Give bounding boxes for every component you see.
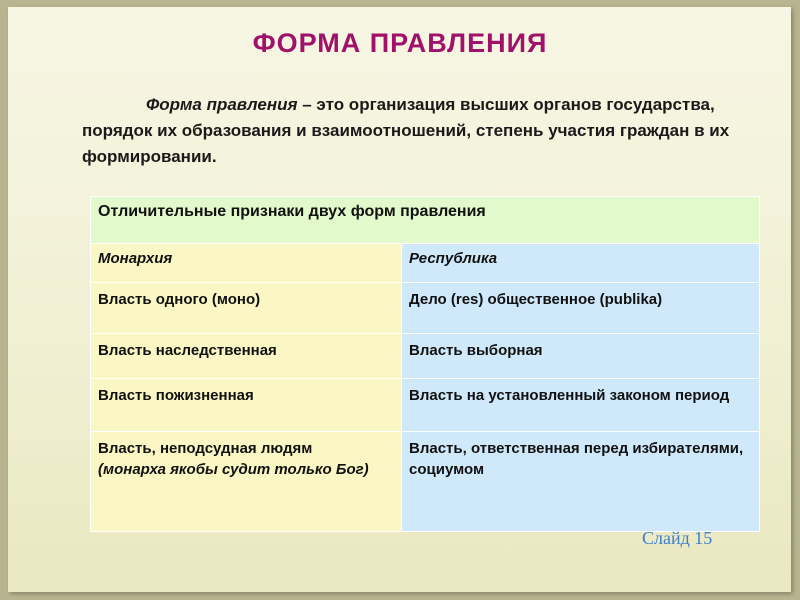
monarchy-cell: Власть пожизненная [91, 379, 402, 432]
table-column-header-row [91, 244, 760, 283]
slide-title: ФОРМА ПРАВЛЕНИЯ [252, 28, 548, 58]
republic-cell: Власть, ответственная перед избирателями, социумом [402, 432, 760, 532]
republic-cell: Власть на установленный законом период [402, 379, 760, 432]
definition-term: Форма правления [146, 95, 298, 114]
slide-number: Слайд 15 [642, 528, 713, 548]
monarchy-cell-text: Власть, неподсудная людям [98, 440, 313, 457]
monarchy-cell [91, 432, 402, 532]
table-row [91, 379, 760, 432]
table-row [91, 283, 760, 334]
definition-paragraph [82, 92, 762, 170]
monarchy-cell: Власть одного (моно) [91, 283, 402, 334]
republic-cell: Дело (res) общественное (publika) [402, 283, 760, 334]
table-row [91, 432, 760, 532]
definition-text: – это организация высших органов государства, порядок их образования и взаимоотношений, степень участия граждан в их формировании. [82, 95, 730, 166]
column-header-monarchy: Монархия [91, 244, 402, 283]
monarchy-cell-note: (монарха якобы судит только Бог) [98, 461, 369, 478]
monarchy-cell: Власть наследственная [91, 334, 402, 379]
table-row [91, 334, 760, 379]
table-heading-row [91, 197, 760, 244]
republic-cell: Власть выборная [402, 334, 760, 379]
column-header-republic: Республика [402, 244, 760, 283]
table-heading: Отличительные признаки двух форм правления [91, 197, 760, 244]
comparison-table [90, 196, 760, 532]
